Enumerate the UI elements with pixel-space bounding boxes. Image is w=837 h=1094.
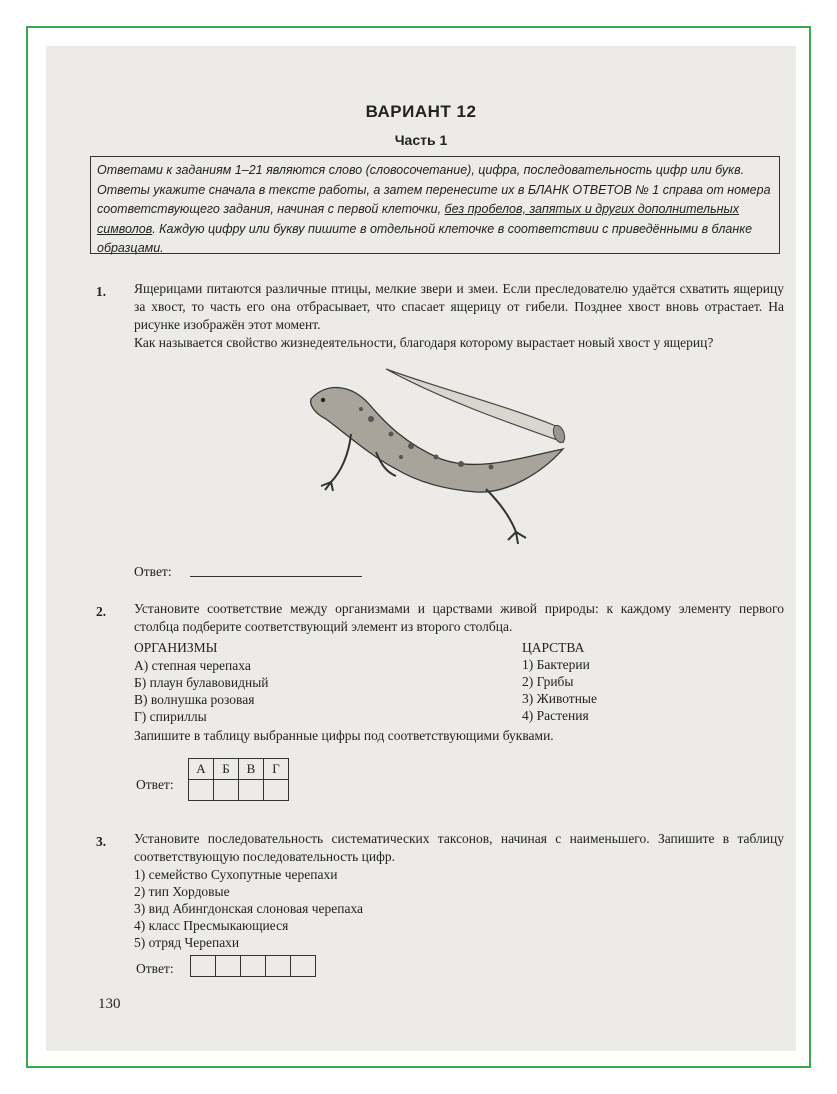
q1-answer-field[interactable]	[190, 560, 362, 577]
organism-item: А) степная черепаха	[134, 658, 251, 673]
answer-cell-g[interactable]	[264, 780, 289, 801]
taxon-item: 4) класс Пресмыкающиеся	[134, 918, 289, 933]
table-header-v: В	[239, 759, 264, 780]
kingdom-item: 2) Грибы	[522, 674, 574, 689]
q2-text: Установите соответствие между организмами и царствами живой природы: к каждому элементу первого столбца подберите соответствующий элемент из второго столбца.	[134, 601, 784, 634]
q2-answer-label: Ответ:	[136, 777, 174, 792]
organism-item: Г) спириллы	[134, 709, 207, 724]
lizard-icon	[301, 364, 581, 554]
answer-cell[interactable]	[266, 956, 291, 977]
kingdom-item: 4) Растения	[522, 708, 589, 723]
organisms-header: ОРГАНИЗМЫ	[134, 640, 218, 655]
part-title: Часть 1	[394, 132, 448, 148]
q2-number: 2.	[96, 604, 107, 619]
q3-text: Установите последовательность систематических таксонов, начиная с наименьшего. Запишите в таблицу соответствующую последовательность цифр.	[134, 831, 784, 864]
answer-cell-a[interactable]	[189, 780, 214, 801]
instructions-text-a: Ответами к заданиям 1–21 являются слово (словосочетание), цифра, последовательность цифр или букв. Ответы укажите сначала в тексте работы, а затем перенесите их в БЛАНК ОТВЕТОВ № 1 справа от номера соответствующего задания, начиная с первой клеточки,	[97, 163, 771, 216]
taxon-item: 2) тип Хордовые	[134, 884, 230, 899]
instructions-box	[90, 156, 780, 254]
answer-cell-b[interactable]	[214, 780, 239, 801]
page-number: 130	[98, 996, 121, 1012]
instructions-text-b: . Каждую цифру или букву пишите в отдельной клеточке в соответствии с приведёнными в бланке образцами.	[97, 221, 753, 255]
kingdom-item: 3) Животные	[522, 691, 597, 706]
q1-answer-label: Ответ:	[134, 564, 172, 579]
taxon-item: 1) семейство Сухопутные черепахи	[134, 867, 338, 882]
table-header-b: Б	[214, 759, 239, 780]
table-header-a: А	[189, 759, 214, 780]
answer-cell[interactable]	[241, 956, 266, 977]
q2-instruction: Запишите в таблицу выбранные цифры под соответствующими буквами.	[134, 728, 554, 743]
taxon-item: 5) отряд Черепахи	[134, 935, 240, 950]
answer-cell[interactable]	[216, 956, 241, 977]
page-title: ВАРИАНТ 12	[365, 102, 477, 121]
instructions-underlined: без пробелов, запятых и других дополнительных символов	[97, 202, 740, 236]
q1-number: 1.	[96, 284, 107, 299]
q3-answer-label: Ответ:	[136, 961, 174, 976]
q2-answer-table	[188, 758, 289, 801]
q1-question: Как называется свойство жизнедеятельности, благодаря которому вырастает новый хвост у ящериц?	[134, 335, 714, 350]
organism-item: Б) плаун булавовидный	[134, 675, 269, 690]
taxon-item: 3) вид Абингдонская слоновая черепаха	[134, 901, 364, 916]
table-header-g: Г	[264, 759, 289, 780]
answer-cell[interactable]	[191, 956, 216, 977]
kingdom-item: 1) Бактерии	[522, 657, 590, 672]
q3-number: 3.	[96, 834, 107, 849]
organism-item: В) волнушка розовая	[134, 692, 255, 707]
q1-text: Ящерицами питаются различные птицы, мелкие звери и змеи. Если преследователю удаётся схватить ящерицу за хвост, то часть его она отбрасывает, что спасает ящерицу от гибели. Позднее хвост вновь отрастает. На рисунке изображён этот момент.	[134, 281, 784, 332]
answer-cell[interactable]	[291, 956, 316, 977]
answer-cell-v[interactable]	[239, 780, 264, 801]
kingdoms-header: ЦАРСТВА	[522, 640, 585, 655]
q3-answer-table	[190, 955, 316, 977]
textbook-page	[46, 46, 796, 1051]
